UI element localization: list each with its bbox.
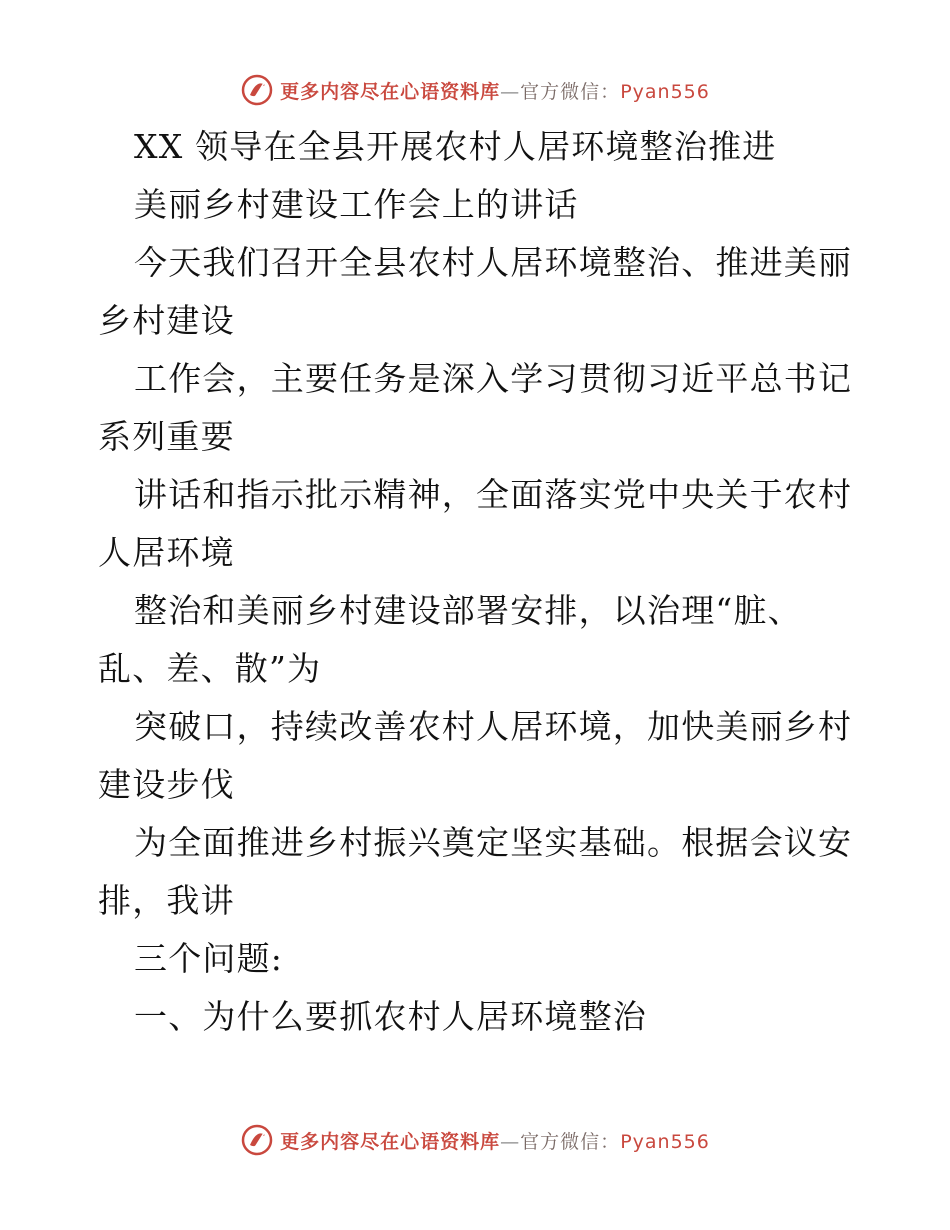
header-banner [0,70,950,110]
header-wechat-label: 官方微信： [520,80,621,103]
header-site-text: 更多内容尽在心语资料库 [280,80,501,103]
document-body [98,118,858,1046]
paragraph-line: 排，我讲 [98,881,235,920]
footer-banner-text [280,1127,710,1154]
header-dash: — [500,80,521,103]
paragraph-line: 工作会，主要任务是深入学习贯彻习近平总书记 [134,359,853,398]
paragraph-line: 讲话和指示批示精神，全面落实党中央关于农村 [134,475,853,514]
paragraph-line: 人居环境 [98,533,235,572]
brand-logo-icon [240,73,274,107]
title-line-1: XX 领导在全县开展农村人居环境整治推进 [134,127,777,166]
footer-wechat-id: Pyan556 [620,1130,710,1153]
paragraph-line: 今天我们召开全县农村人居环境整治、推进美丽 [134,243,853,282]
brand-logo-icon [240,1123,274,1157]
footer-banner [0,1120,950,1160]
title-line-2: 美丽乡村建设工作会上的讲话 [134,185,579,224]
header-banner-text [280,77,710,104]
paragraph-line: 突破口，持续改善农村人居环境，加快美丽乡村 [134,707,853,746]
paragraph-line: 乱、差、散”为 [98,649,322,688]
footer-site-text: 更多内容尽在心语资料库 [280,1130,501,1153]
header-wechat-id: Pyan556 [620,80,710,103]
paragraph-line: 乡村建设 [98,301,235,340]
footer-dash: — [500,1130,521,1153]
paragraph-line: 系列重要 [98,417,235,456]
paragraph-line: 三个问题: [134,939,284,978]
paragraph-line: 整治和美丽乡村建设部署安排，以治理“脏、 [134,591,802,630]
paragraph-line: 为全面推进乡村振兴奠定坚实基础。根据会议安 [134,823,853,862]
section-heading: 一、为什么要抓农村人居环境整治 [134,997,647,1036]
paragraph-line: 建设步伐 [98,765,235,804]
footer-wechat-label: 官方微信： [520,1130,621,1153]
